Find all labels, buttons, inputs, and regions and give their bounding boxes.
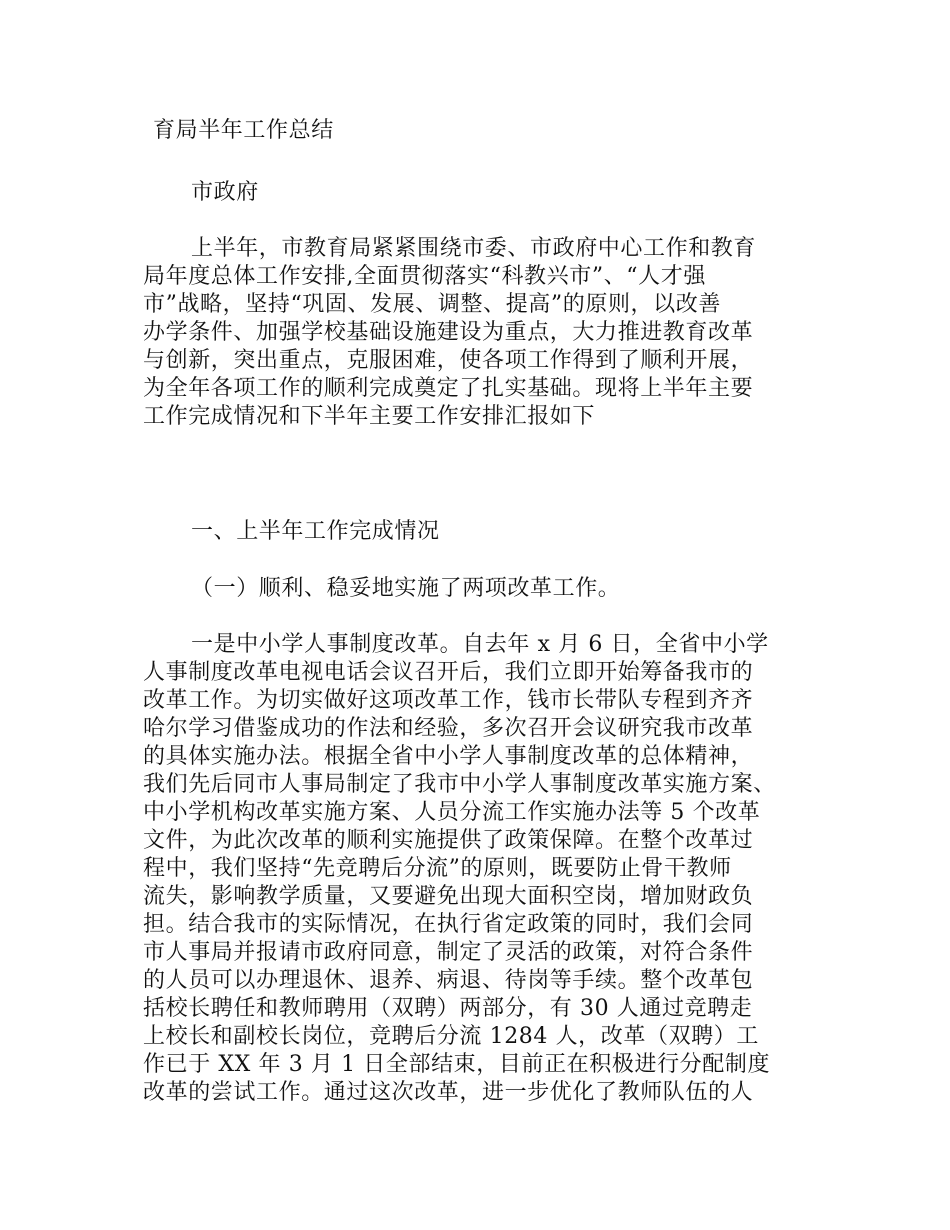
- body-line: 上校长和副校长岗位，竞聘后分流 1284 人，改革（双聘）工: [143, 1024, 759, 1049]
- body-line: 括校长聘任和教师聘用（双聘）两部分，有 30 人通过竞聘走: [143, 996, 753, 1021]
- body-line: 程中，我们坚持“先竞聘后分流”的原则，既要防止骨干教师: [143, 856, 732, 881]
- body-line: 一是中小学人事制度改革。自去年 x 月 6 日，全省中小学: [191, 632, 769, 657]
- subsection-heading: （一）顺利、稳妥地实施了两项改革工作。: [191, 576, 621, 601]
- body-line: 担。结合我市的实际情况，在执行省定政策的同时，我们会同: [143, 912, 754, 937]
- body-line: 改革工作。为切实做好这项改革工作，钱市长带队专程到齐齐: [143, 688, 754, 713]
- body-line: 文件，为此次改革的顺利实施提供了政策保障。在整个改革过: [143, 828, 754, 853]
- intro-line: 为全年各项工作的顺利完成奠定了扎实基础。现将上半年主要: [143, 376, 754, 401]
- section-heading: 一、上半年工作完成情况: [191, 519, 440, 544]
- body-line: 改革的尝试工作。通过这次改革，进一步优化了教师队伍的人: [143, 1080, 754, 1105]
- body-line: 市人事局并报请市政府同意，制定了灵活的政策，对符合条件: [143, 940, 754, 965]
- body-line: 的人员可以办理退休、退养、病退、待岗等手续。整个改革包: [143, 968, 754, 993]
- intro-line: 市”战略，坚持“巩固、发展、调整、提高”的原则，以改善: [143, 292, 721, 317]
- document-title: 育局半年工作总结: [153, 118, 334, 143]
- intro-line: 与创新，突出重点，克服困难，使各项工作得到了顺利开展，: [143, 348, 754, 373]
- body-line: 作已于 XX 年 3 月 1 日全部结束，目前正在积极进行分配制度: [143, 1052, 771, 1077]
- document-author: 市政府: [191, 180, 259, 205]
- intro-line: 上半年，市教育局紧紧围绕市委、市政府中心工作和教育: [191, 236, 757, 261]
- intro-line: 办学条件、加强学校基础设施建设为重点，大力推进教育改革: [143, 320, 754, 345]
- body-line: 中小学机构改革实施方案、人员分流工作实施办法等 5 个改革: [143, 800, 761, 825]
- body-line: 的具体实施办法。根据全省中小学人事制度改革的总体精神，: [143, 744, 754, 769]
- body-line: 我们先后同市人事局制定了我市中小学人事制度改革实施方案、: [143, 772, 776, 797]
- intro-line: 局年度总体工作安排,全面贯彻落实“科教兴市”、“人才强: [143, 264, 706, 289]
- body-line: 哈尔学习借鉴成功的作法和经验，多次召开会议研究我市改革: [143, 716, 754, 741]
- intro-line: 工作完成情况和下半年主要工作安排汇报如下: [143, 404, 596, 429]
- body-line: 流失，影响教学质量，又要避免出现大面积空岗，增加财政负: [143, 884, 754, 909]
- body-line: 人事制度改革电视电话会议召开后，我们立即开始筹备我市的: [143, 660, 754, 685]
